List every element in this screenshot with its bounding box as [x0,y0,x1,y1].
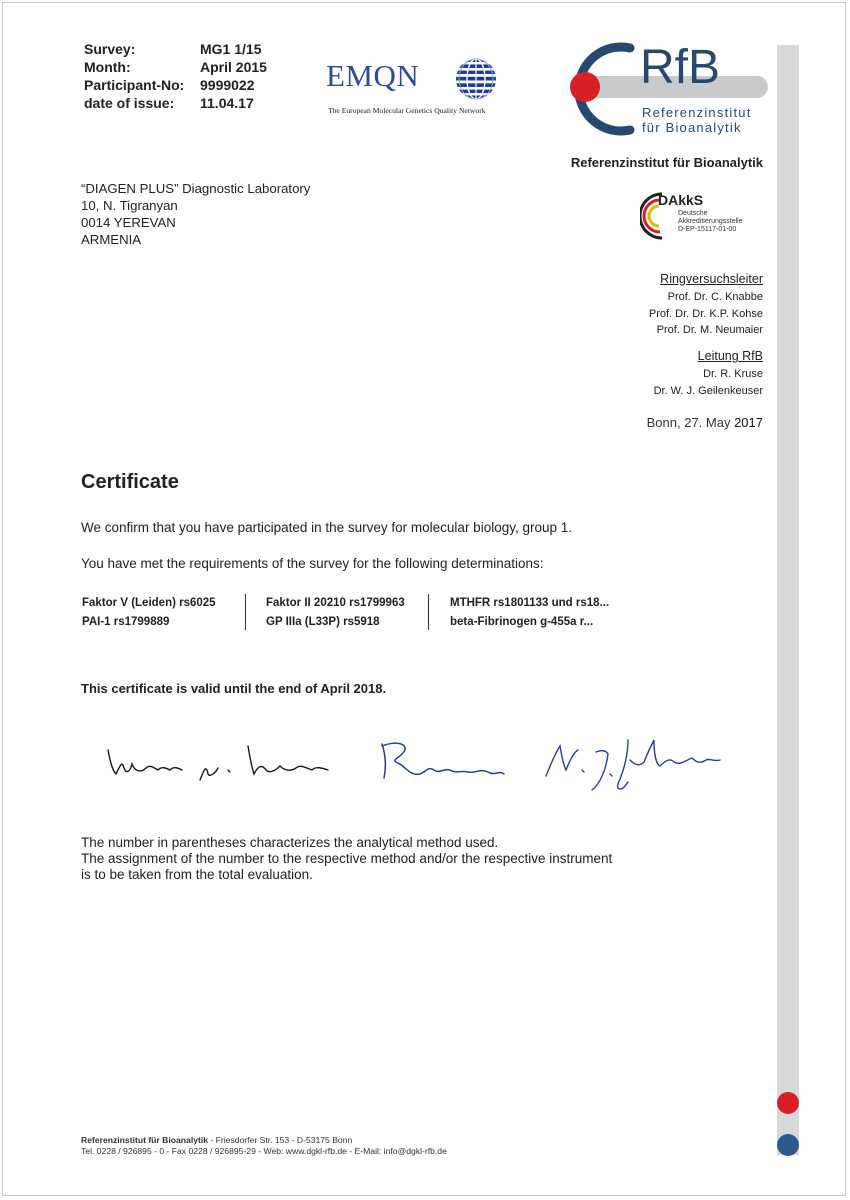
dakks-name: DAkkS [658,192,704,208]
determination-item: GP IIIa (L33P) rs5918 [266,616,380,628]
determinations-column [450,594,609,632]
footer-address: - Friesdorfer Str. 153 - D-53175 Bonn [208,1135,353,1145]
leitung-block [654,347,763,399]
staff-name: Prof. Dr. Dr. K.P. Kohse [648,307,763,320]
footnote-line: The assignment of the number to the respective method and/or the respective instrument [81,851,613,866]
address-line: “DIAGEN PLUS” Diagnostic Laboratory [81,181,311,196]
rfb-logo-text: RfB [640,41,721,94]
emqn-tagline: The European Molecular Genetics Quality Network [328,106,486,115]
issue-date-label: date of issue: [84,95,175,111]
leitung-title: Leitung RfB [697,349,763,363]
survey-label: Survey: [84,41,136,57]
dakks-sub3: D-EP-15117-01-00 [678,226,737,233]
signatures [100,730,740,810]
determinations-column [82,594,216,632]
footer-contact: Tel. 0228 / 926895 - 0 - Fax 0228 / 926895-29 - Web: www.dgkl-rfb.de - E-Mail: info@dgkl-rfb.de [81,1146,447,1156]
staff-name: Dr. R. Kruse [703,368,763,380]
dakks-sub2: Akkreditierungsstelle [678,218,743,225]
address-line: ARMENIA [81,232,142,247]
issue-date-value: 11.04.17 [200,95,254,111]
column-divider [428,594,429,630]
red-dot-icon [777,1092,799,1114]
dakks-logo [640,188,765,246]
date-line [647,415,763,430]
participant-value: 9999022 [200,77,255,93]
requirements-text: You have met the requirements of the survey for the following determinations: [81,556,544,571]
globe-icon [452,55,500,103]
survey-value: MG1 1/15 [200,41,262,57]
staff-name: Dr. W. J. Geilenkeuser [653,384,763,397]
survey-info [84,40,267,112]
validity-statement: This certificate is valid until the end of April 2018. [81,681,387,696]
rfb-logo-sub1: Referenzinstitut [642,105,752,120]
confirmation-text: We confirm that you have participated in the survey for molecular biology, group 1. [81,520,573,535]
determination-item: MTHFR rs1801133 und rs18... [450,597,610,609]
blue-dot-icon [777,1134,799,1156]
signature-geilenkeuser [546,740,720,790]
month-label: Month: [84,59,131,75]
side-gray-bar [777,45,799,1155]
determination-item: PAI-1 rs1799889 [82,616,170,628]
ringversuchsleiter-block [649,270,763,339]
institute-heading: Referenzinstitut für Bioanalytik [570,155,763,170]
determination-item: Faktor V (Leiden) rs6025 [82,597,216,609]
month-value: April 2015 [200,59,267,75]
date-year: 2017 [734,415,763,430]
emqn-logo [326,54,501,120]
participant-label: Participant-No: [84,77,185,93]
column-divider [245,594,246,630]
footnote-line: is to be taken from the total evaluation. [81,867,313,882]
determinations-column [266,594,405,632]
recipient-address [81,180,310,248]
page-footer [81,1135,447,1157]
rfb-logo [538,40,778,140]
footer-institute-name: Referenzinstitut für Bioanalytik [81,1135,209,1145]
rfb-logo-sub2: für Bioanalytik [642,120,742,135]
determination-item: Faktor II 20210 rs1799963 [266,597,405,609]
staff-name: Prof. Dr. C. Knabbe [667,291,763,303]
date-prefix: Bonn, 27. May [646,415,731,430]
staff-name: Prof. Dr. M. Neumaier [656,324,763,336]
address-line: 0014 YEREVAN [81,215,176,230]
footnote-line: The number in parentheses characterizes the analytical method used. [81,835,499,850]
footnote [81,835,612,883]
signature-kruse [382,743,504,778]
ringversuchsleiter-title: Ringversuchsleiter [660,272,763,286]
dakks-sub1: Deutsche [678,210,708,217]
signature-kohse [108,746,328,780]
determination-item: beta-Fibrinogen g-455a r... [450,616,594,628]
address-line: 10, N. Tigranyan [81,198,178,213]
certificate-title: Certificate [81,471,179,493]
emqn-logo-text: EMQN [326,58,420,93]
